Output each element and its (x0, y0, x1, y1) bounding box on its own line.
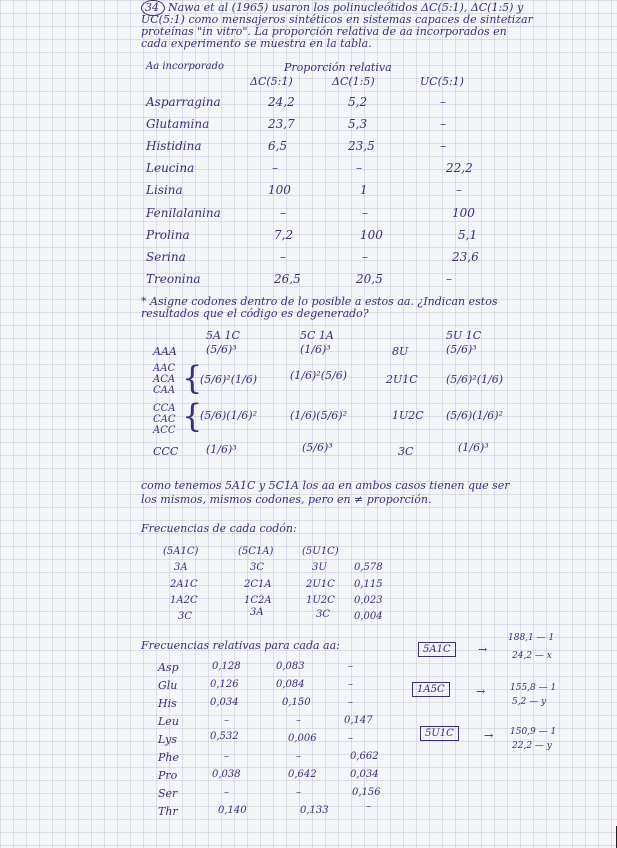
rel-cell: 0,034 (210, 697, 239, 708)
rel-aa: Lys (158, 733, 177, 746)
codon-header-1: 5A 1C (206, 329, 240, 342)
brace-icon: { (182, 359, 203, 397)
intro-line-4: cada experimento se muestra en la tabla. (141, 37, 372, 50)
frec-cell: 0,023 (354, 595, 383, 606)
codon-cell: (1/6)³ (458, 441, 489, 454)
table1-cell: 6,5 (268, 139, 288, 153)
codon-cell: (5/6)³ (302, 441, 333, 454)
conclusion-line-1: como tenemos 5A1C y 5C1A los aa en ambos casos tienen que ser (141, 479, 510, 492)
intro-line-2: UC(5:1) como mensajeros sintéticos en sistemas capaces de sintetizar (141, 13, 533, 26)
rel-cell: 0,662 (350, 751, 379, 762)
codon-cell: (1/6)²(5/6) (290, 369, 347, 382)
side-box-5a1c: 5A1C (418, 642, 456, 657)
rel-aa: Ser (158, 787, 178, 800)
codon-cell: (5/6)²(1/6) (446, 373, 503, 386)
rel-aa: Phe (158, 751, 179, 764)
table1-cell: – (280, 206, 286, 220)
table1-cell: – (272, 161, 278, 175)
question-line-1: * Asigne codones dentro de lo posible a estos aa. ¿Indican estos (141, 295, 498, 308)
codon-cell: (1/6)(5/6)² (290, 409, 347, 422)
frec-cell: 1A2C (170, 595, 198, 606)
side-calc-top: 155,8 — 1 (510, 683, 557, 693)
table1-cell: 5,3 (348, 117, 368, 131)
table1-cell: 23,6 (452, 250, 479, 264)
frec-cell: 3A (174, 562, 188, 573)
codon-cell: (1/6)³ (300, 343, 331, 356)
codon-cell: 3C (398, 445, 414, 458)
table1-cell: – (440, 117, 446, 131)
frec-cell: 3C (316, 609, 331, 620)
frec-header-3: (5U1C) (302, 546, 339, 557)
codon-header-2: 5C 1A (300, 329, 334, 342)
rel-aa: Thr (158, 805, 178, 818)
frec-header-2: (5C1A) (238, 546, 274, 557)
side-calc-top: 150,9 — 1 (510, 727, 557, 737)
table1-cell: – (440, 139, 446, 153)
frec-cell: 3C (178, 611, 193, 622)
rel-aa: Glu (158, 679, 178, 692)
table1-col-2: ΔC(1:5) (332, 75, 375, 88)
codon-cell: (5/6)³ (446, 343, 477, 356)
rel-cell: – (348, 697, 353, 708)
rel-cell: – (296, 715, 301, 726)
side-box-1a5c: 1A5C (412, 682, 450, 697)
rel-cell: – (296, 787, 301, 798)
codon-cell: (5/6)³ (206, 343, 237, 356)
table1-cell: 1 (360, 183, 368, 197)
frec-cell: 3A (250, 607, 264, 618)
codon-label: CCC (153, 445, 179, 458)
codon-label: AAC (153, 363, 176, 374)
rel-cell: 0,133 (300, 805, 329, 816)
intro-line-3: proteínas "in vitro". La proporción relativa de aa incorporados en (141, 25, 507, 38)
codon-header-3: 5U 1C (446, 329, 482, 342)
rel-cell: – (348, 661, 353, 672)
table1-row-aa: Serina (146, 250, 186, 264)
codon-cell: (5/6)(1/6)² (446, 409, 503, 422)
codon-label: CAC (153, 414, 176, 425)
table1-cell: 5,1 (458, 228, 478, 242)
rel-cell: 0,006 (288, 733, 317, 744)
frec-cell: 1U2C (306, 595, 335, 606)
rel-cell: – (348, 679, 353, 690)
frec-cell: 0,115 (354, 579, 383, 590)
table1-cell: 100 (452, 206, 475, 220)
rel-cell: 0,126 (210, 679, 239, 690)
rel-cell: 0,642 (288, 769, 317, 780)
exercise-number: 34 (145, 1, 159, 14)
rel-cell: – (348, 733, 353, 744)
table1-cell: 24,2 (268, 95, 295, 109)
table1-cell: 23,7 (268, 117, 295, 131)
table1-row-aa: Lisina (146, 183, 183, 197)
brace-icon: { (182, 397, 203, 435)
intro-line-1: Nawa et al (1965) usaron los polinucleótidos ΔC(5:1), ΔC(1:5) y (168, 1, 524, 14)
side-box-5u1c: 5U1C (420, 726, 459, 741)
rel-cell: 0,150 (282, 697, 311, 708)
table1-cell: – (362, 250, 368, 264)
codon-label: CCA (153, 403, 176, 414)
question-line-2: resultados que el código es degenerado? (141, 307, 369, 320)
frec-cell: 1C2A (244, 595, 272, 606)
table1-col-3: UC(5:1) (420, 75, 464, 88)
table1-cell: 7,2 (274, 228, 294, 242)
arrow-icon: → (484, 729, 494, 742)
table1-row-aa: Leucina (146, 161, 195, 175)
frec-header-1: (5A1C) (163, 546, 199, 557)
rel-aa: His (158, 697, 177, 710)
table1-header-group: Proporción relativa (284, 61, 392, 74)
codon-cell: 1U2C (392, 409, 424, 422)
table1-cell: – (446, 272, 452, 286)
rel-cell: – (366, 801, 371, 812)
frec-cell: 0,004 (354, 611, 383, 622)
codon-label: AAA (153, 345, 177, 358)
codon-cell: (5/6)(1/6)² (200, 409, 257, 422)
rel-cell: 0,038 (212, 769, 241, 780)
rel-cell: – (224, 715, 229, 726)
table1-cell: – (280, 250, 286, 264)
codon-cell: (5/6)²(1/6) (200, 373, 257, 386)
rel-cell: 0,034 (350, 769, 379, 780)
table1-cell: – (440, 95, 446, 109)
table1-cell: – (362, 206, 368, 220)
relativas-title: Frecuencias relativas para cada aa: (141, 639, 340, 652)
rel-aa: Leu (158, 715, 179, 728)
table1-row-aa: Fenilalanina (146, 206, 221, 220)
table1-cell: – (456, 183, 462, 197)
table1-row-aa: Prolina (146, 228, 190, 242)
table1-cell: 22,2 (446, 161, 473, 175)
table1-cell: 20,5 (356, 272, 383, 286)
codon-label: ACC (153, 425, 176, 436)
table1-cell: 100 (268, 183, 291, 197)
frec-cell: 3C (250, 562, 265, 573)
rel-cell: 0,156 (352, 787, 381, 798)
rel-cell: – (224, 787, 229, 798)
table1-cell: 100 (360, 228, 383, 242)
frec-cell: 2C1A (244, 579, 272, 590)
table1-row-aa: Treonina (146, 272, 201, 286)
table1-header-aa: Aa incorporado (146, 61, 224, 72)
side-calc-bottom: 22,2 — y (512, 741, 552, 751)
table1-col-1: ΔC(5:1) (250, 75, 293, 88)
frec-cell: 0,578 (354, 562, 383, 573)
table1-cell: – (356, 161, 362, 175)
codon-cell: 8U (392, 345, 409, 358)
codon-cell: (1/6)³ (206, 443, 237, 456)
arrow-icon: → (476, 685, 486, 698)
rel-cell: 0,140 (218, 805, 247, 816)
frec-cell: 2U1C (306, 579, 335, 590)
side-calc-bottom: 5,2 — y (512, 697, 547, 707)
rel-cell: 0,083 (276, 661, 305, 672)
rel-cell: 0,532 (210, 731, 239, 742)
rel-aa: Pro (158, 769, 178, 782)
rel-cell: 0,128 (212, 661, 241, 672)
conclusion-line-2: los mismos, mismos codones, pero en ≠ proporción. (141, 493, 432, 506)
side-calc-bottom: 24,2 — x (512, 651, 552, 661)
table1-cell: 23,5 (348, 139, 375, 153)
rel-cell: 0,084 (276, 679, 305, 690)
side-calc-top: 188,1 — 1 (508, 633, 555, 643)
frecuencias-title: Frecuencias de cada codón: (141, 522, 297, 535)
codon-label: ACA (153, 374, 176, 385)
table1-row-aa: Histidina (146, 139, 202, 153)
rel-aa: Asp (158, 661, 179, 674)
table1-cell: 5,2 (348, 95, 368, 109)
frec-cell: 2A1C (170, 579, 198, 590)
table1-row-aa: Glutamina (146, 117, 210, 131)
table1-row-aa: Asparragina (146, 95, 221, 109)
codon-label: CAA (153, 385, 176, 396)
table1-cell: 26,5 (274, 272, 301, 286)
frec-cell: 3U (312, 562, 327, 573)
arrow-icon: → (478, 643, 488, 656)
rel-cell: – (224, 751, 229, 762)
rel-cell: 0,147 (344, 715, 373, 726)
codon-cell: 2U1C (386, 373, 418, 386)
rel-cell: – (296, 751, 301, 762)
